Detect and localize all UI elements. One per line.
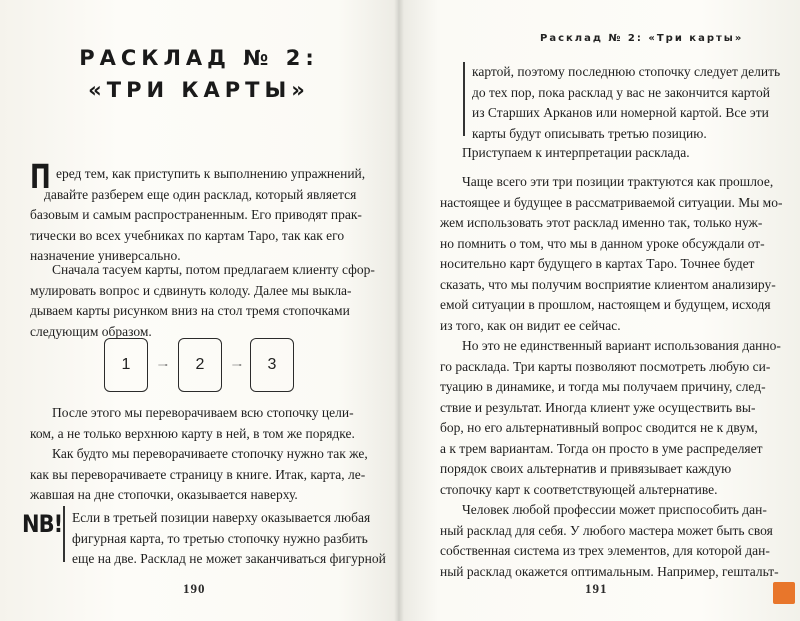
text-line: тически во всех учебниках по картам Таро, так как его	[30, 227, 345, 243]
card-position-2: 2	[178, 338, 222, 392]
text-line: жавшая на дне стопочки, оказывается наверху.	[30, 487, 298, 502]
text-line: туацию в динамике, и тогда мы получаем причину, след-	[440, 379, 766, 394]
publisher-logo-icon	[773, 582, 795, 604]
right-paragraph-3	[440, 336, 781, 500]
text-line: Как будто мы переворачиваете стопочку нужно так же,	[52, 446, 368, 461]
text-line: носительно карт будущего в картах Таро. Точнее будет	[440, 256, 755, 271]
text-line: фигурная карта, то третью стопочку нужно разбить	[72, 530, 368, 546]
note-continuation	[472, 62, 781, 144]
text-line: ный расклад для себя. У любого мастера может быть своя	[440, 522, 773, 538]
left-paragraph-3	[30, 403, 368, 506]
text-line: После этого мы переворачиваем всю стопочку цели-	[52, 405, 354, 420]
text-line: а к трем вариантам. Тогда он просто в уме распределяет	[440, 440, 763, 456]
text-line: мулировать вопрос и сдвинуть колоду. Далее мы выкла-	[30, 282, 352, 298]
note-rule	[463, 62, 465, 136]
text-line: картой, поэтому последнюю стопочку следует делить	[472, 64, 781, 79]
note-rule	[63, 506, 65, 562]
text-line: следующим образом.	[30, 323, 152, 339]
text-line: до тех пор, пока расклад у вас не закончится картой	[472, 84, 770, 100]
text-line: настоящее и будущее в рассматриваемой ситуации. Мы мо-	[440, 194, 783, 210]
text-line: из Старших Арканов или номерной картой. Все эти	[472, 105, 769, 120]
text-line: емой ситуации в прошлом, настоящем и будущем, исходя	[440, 297, 771, 312]
arrow-right-icon	[223, 364, 251, 366]
three-cards-diagram	[104, 338, 304, 394]
page-number-left: 190	[183, 581, 206, 596]
text-line: как вы переворачиваете страницу в книге. Итак, карта, ле-	[30, 466, 366, 482]
nota-bene-note	[72, 508, 386, 570]
text-line: порядок своих альтернатив и привязывает каждую	[440, 461, 732, 476]
text-line: Чаще всего эти три позиции трактуются как прошлое,	[462, 174, 774, 189]
card-position-3: 3	[250, 338, 294, 392]
page-number-right: 191	[585, 581, 608, 596]
text-line: Если в третьей позиции наверху оказывается любая	[72, 510, 371, 525]
card-position-1: 1	[104, 338, 148, 392]
left-paragraph-1	[30, 164, 366, 267]
text-line: но помнить о том, что мы в данном уроке обсуждали от-	[440, 235, 765, 251]
nota-bene-label: NB!	[22, 510, 63, 538]
chapter-title: РАСКЛАД № 2:	[79, 46, 319, 70]
running-head: Расклад № 2: «Три карты»	[540, 33, 744, 44]
text-line: сказать, что мы получим восприятие клиентом анализиру-	[440, 276, 776, 292]
text-line: базовым и самым распространенным. Его приводят прак-	[30, 207, 362, 222]
text-line: еред тем, как приступить к выполнению упражнений,	[56, 166, 366, 181]
text-line: ствие и результат. Иногда клиент уже осуществить вы-	[440, 399, 756, 415]
chapter-subtitle: «ТРИ КАРТЫ»	[88, 78, 310, 102]
text-line: ный расклад окажется оптимальным. Например, гештальт-	[440, 563, 779, 579]
text-line: го расклада. Три карты позволяют посмотреть любую си-	[440, 358, 771, 374]
right-paragraph-4	[440, 500, 779, 582]
text-line: дываем карты рисунком вниз на стол тремя стопочками	[30, 303, 350, 318]
text-line: еще на две. Расклад не может заканчиваться фигурной	[72, 551, 386, 566]
text-line: жем использовать этот расклад именно так, только нуж-	[440, 215, 763, 230]
text-line: Человек любой профессии может приспособить дан-	[462, 502, 767, 517]
arrow-right-icon	[149, 364, 177, 366]
text-line: Сначала тасуем карты, потом предлагаем клиенту сфор-	[52, 262, 375, 277]
text-line: стопочку карт к соответствующей альтернативе.	[440, 481, 718, 497]
text-line: бор, но его альтернативный вопрос сводится не к двум,	[440, 420, 758, 435]
text-line: давайте разберем еще один расклад, который является	[44, 186, 357, 202]
text-line: Приступаем к интерпретации расклада.	[462, 145, 690, 160]
text-line: собственная система из трех элементов, для которой дан-	[440, 543, 770, 558]
text-line: ком, а не только верхнюю карту в ней, в том же порядке.	[30, 425, 355, 441]
drop-cap: П	[30, 157, 51, 196]
right-paragraph-2	[440, 172, 783, 336]
text-line: из того, как он видит ее сейчас.	[440, 317, 621, 333]
left-paragraph-2	[30, 260, 375, 342]
right-paragraph-1	[440, 143, 772, 164]
text-line: карты будут описывать третью позицию.	[472, 125, 707, 141]
text-line: назначение универсально.	[30, 248, 181, 263]
book-gutter	[394, 0, 404, 621]
text-line: Но это не единственный вариант использования данно-	[462, 338, 781, 353]
